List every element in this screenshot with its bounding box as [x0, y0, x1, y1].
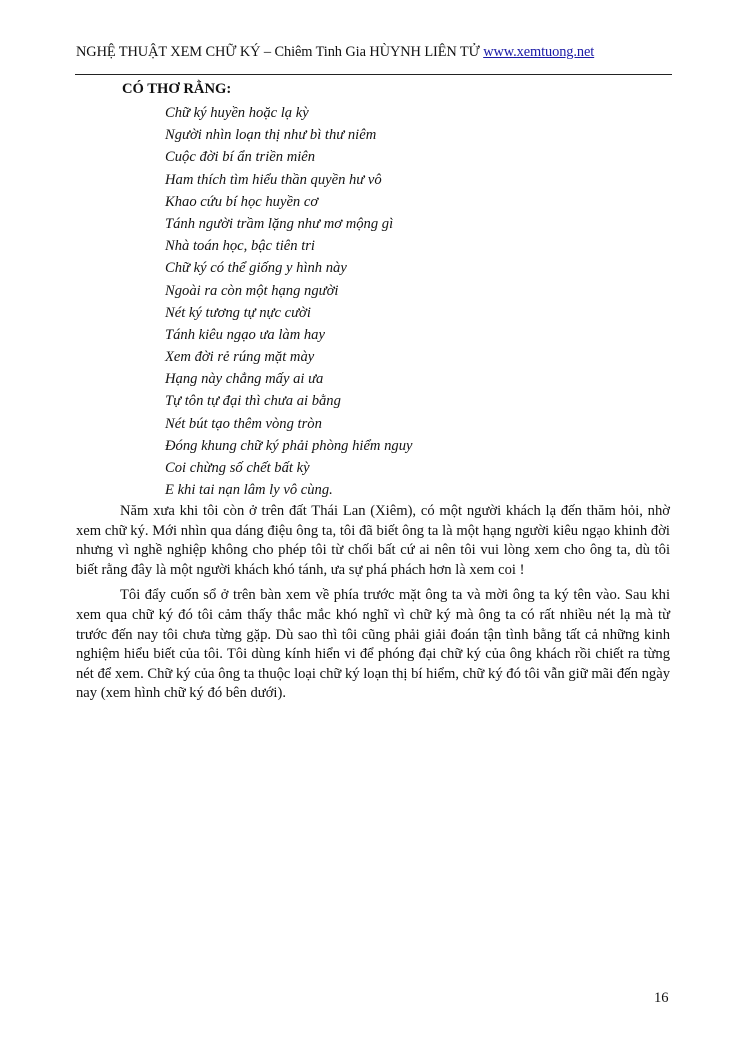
poem-line: Tự tôn tự đại thì chưa ai bằng: [165, 393, 341, 410]
paragraph: Tôi đẩy cuốn sổ ở trên bàn xem về phía trước mặt ông ta và mời ông ta ký tên vào. Sau khi xem qua chữ ký đó tôi cảm thấy thắc mắc khó nghĩ vì chữ ký mà ông ta có rất nhiều nét lạ mà từ trước đến nay tôi chưa từng gặp. Dù sao thì tôi cũng phải giải đoán tận tình bằng tất cả những kinh nghiệm hiểu biết của tôi. Tôi dùng kính hiển vi để phóng đại chữ ký của ông khách rồi chiết ra từng nét để xem. Chữ ký của ông ta thuộc loại chữ ký loạn thị bí hiểm, chữ ký đó tôi vẫn giữ mãi đến ngày nay (xem hình chữ ký đó bên dưới).: [76, 587, 670, 702]
poem-line: Nét bút tạo thêm vòng tròn: [165, 415, 322, 432]
header-link[interactable]: www.xemtuong.net: [483, 44, 595, 60]
poem-line: E khi tai nạn lâm ly vô cùng.: [165, 482, 333, 499]
poem: [165, 102, 413, 501]
poem-line: Ham thích tìm hiểu thần quyền hư vô: [165, 171, 382, 188]
poem-line: Hạng này chẳng mấy ai ưa: [165, 371, 324, 388]
poem-title: CÓ THƠ RẰNG:: [122, 81, 232, 97]
header-divider: [75, 74, 672, 75]
poem-line: Xem đời rẻ rúng mặt mày: [165, 349, 315, 366]
header-title: NGHỆ THUẬT XEM CHỮ KÝ – Chiêm Tinh Gia HÙYNH LIÊN TỬ: [76, 44, 484, 60]
poem-line: Khao cứu bí học huyền cơ: [165, 193, 319, 210]
poem-line: Ngoài ra còn một hạng người: [165, 282, 339, 299]
poem-line: Đóng khung chữ ký phải phòng hiểm nguy: [165, 437, 413, 454]
poem-line: Chữ ký huyền hoặc lạ kỳ: [165, 105, 309, 121]
poem-line: Chữ ký có thể giống y hình này: [165, 260, 347, 277]
body-text: [76, 502, 670, 710]
poem-line: Người nhìn loạn thị như bì thư niêm: [165, 127, 377, 144]
poem-line: Cuộc đời bí ẩn triền miên: [165, 149, 316, 166]
poem-line: Tánh kiêu ngạo ưa làm hay: [165, 326, 325, 343]
page-header: [76, 44, 672, 61]
poem-line: Nhà toán học, bậc tiên tri: [165, 238, 315, 255]
poem-line: Tánh người trầm lặng như mơ mộng gì: [165, 215, 394, 232]
poem-line: Nét ký tương tự nực cười: [165, 304, 311, 321]
paragraph: Năm xưa khi tôi còn ở trên đất Thái Lan (Xiêm), có một người khách lạ đến thăm hỏi, nhờ xem chữ ký. Mới nhìn qua dáng điệu ông ta, tôi đã biết ông ta là một hạng người kiêu ngạo khinh đời nhưng vì nghề nghiệp không cho phép tôi từ chối bất cứ ai nên tôi vui lòng xem cho ông ta, dù tôi biết rằng đây là một người khách khó tánh, ưa sự phá phách hơn là xem coi !: [76, 503, 670, 578]
page-number: 16: [654, 990, 669, 1006]
poem-line: Coi chừng số chết bất kỳ: [165, 460, 310, 476]
